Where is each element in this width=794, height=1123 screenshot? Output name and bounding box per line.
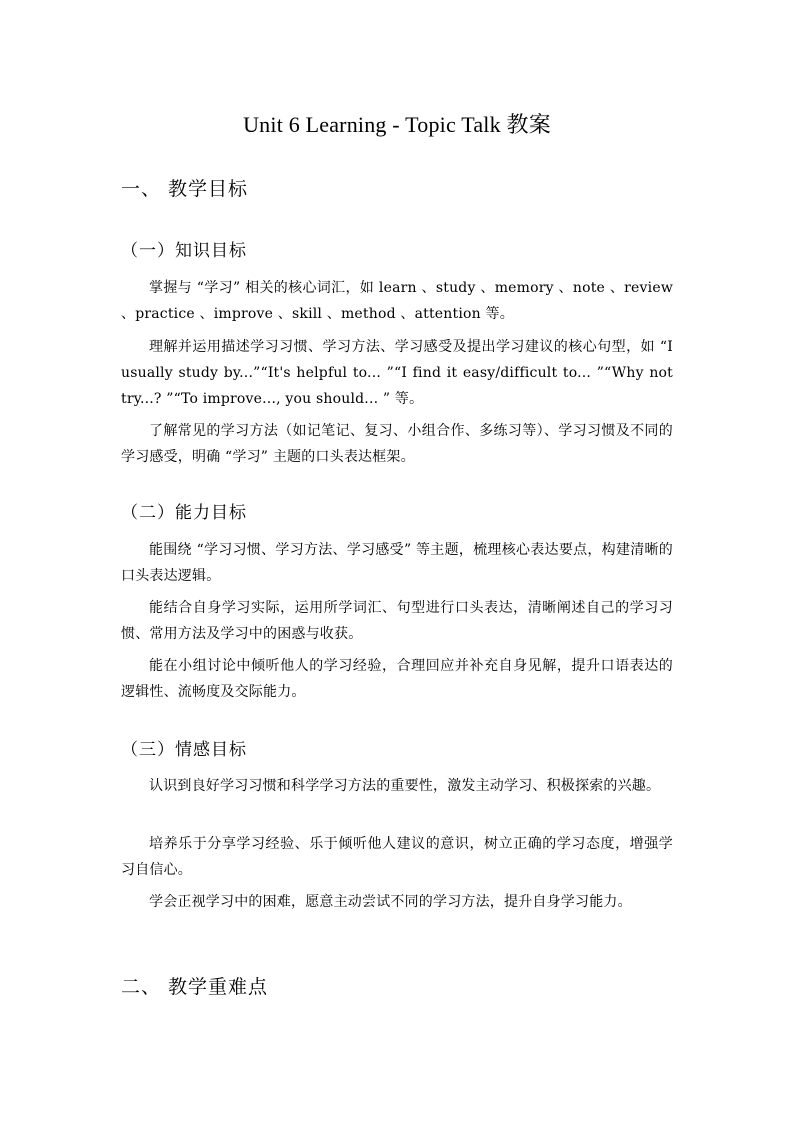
paragraph-emotional-2: 培养乐于分享学习经验、乐于倾听他人建议的意识，树立正确的学习态度，增强学习自信心。 [121,836,673,878]
paragraph-ability-2: 能结合自身学习实际，运用所学词汇、句型进行口头表达，清晰阐述自己的学习习惯、常用方法及学习中的困惑与收获。 [121,600,673,642]
document-title: Unit 6 Learning - Topic Talk 教案 [243,112,551,137]
section-heading-objectives: 一、 教学目标 [121,178,249,200]
paragraph-emotional-1: 认识到良好学习习惯和科学学习方法的重要性，激发主动学习、积极探索的兴趣。 [149,778,661,794]
subheading-emotional-objectives: （三）情感目标 [121,740,247,760]
paragraph-ability-3: 能在小组讨论中倾听他人的学习经验，合理回应并补充自身见解，提升口语表达的逻辑性、流畅度及交际能力。 [121,658,673,700]
paragraph-ability-1: 能围绕 “学习习惯、学习方法、学习感受” 等主题，梳理核心表达要点，构建清晰的口头表达逻辑。 [121,542,673,584]
section-heading-key-points: 二、 教学重难点 [121,976,269,998]
paragraph-knowledge-2: 理解并运用描述学习习惯、学习方法、学习感受及提出学习建议的核心句型，如 “I usually study by...”“It's helpful to... ”“I find it easy/difficult to... ”“Why not try...? ”“To improve..., you should... ” 等。 [121,339,673,407]
subheading-ability-objectives: （二）能力目标 [121,503,247,523]
paragraph-knowledge-1: 掌握与 “学习” 相关的核心词汇，如 learn 、study 、memory 、note 、review 、practice 、improve 、skill 、method 、attention 等。 [121,280,673,322]
paragraph-emotional-3: 学会正视学习中的困难，愿意主动尝试不同的学习方法，提升自身学习能力。 [149,894,632,910]
subheading-knowledge-objectives: （一）知识目标 [121,241,247,261]
paragraph-knowledge-3: 了解常见的学习方法（如记笔记、复习、小组合作、多练习等）、学习习惯及不同的学习感受，明确 “学习” 主题的口头表达框架。 [121,423,673,465]
